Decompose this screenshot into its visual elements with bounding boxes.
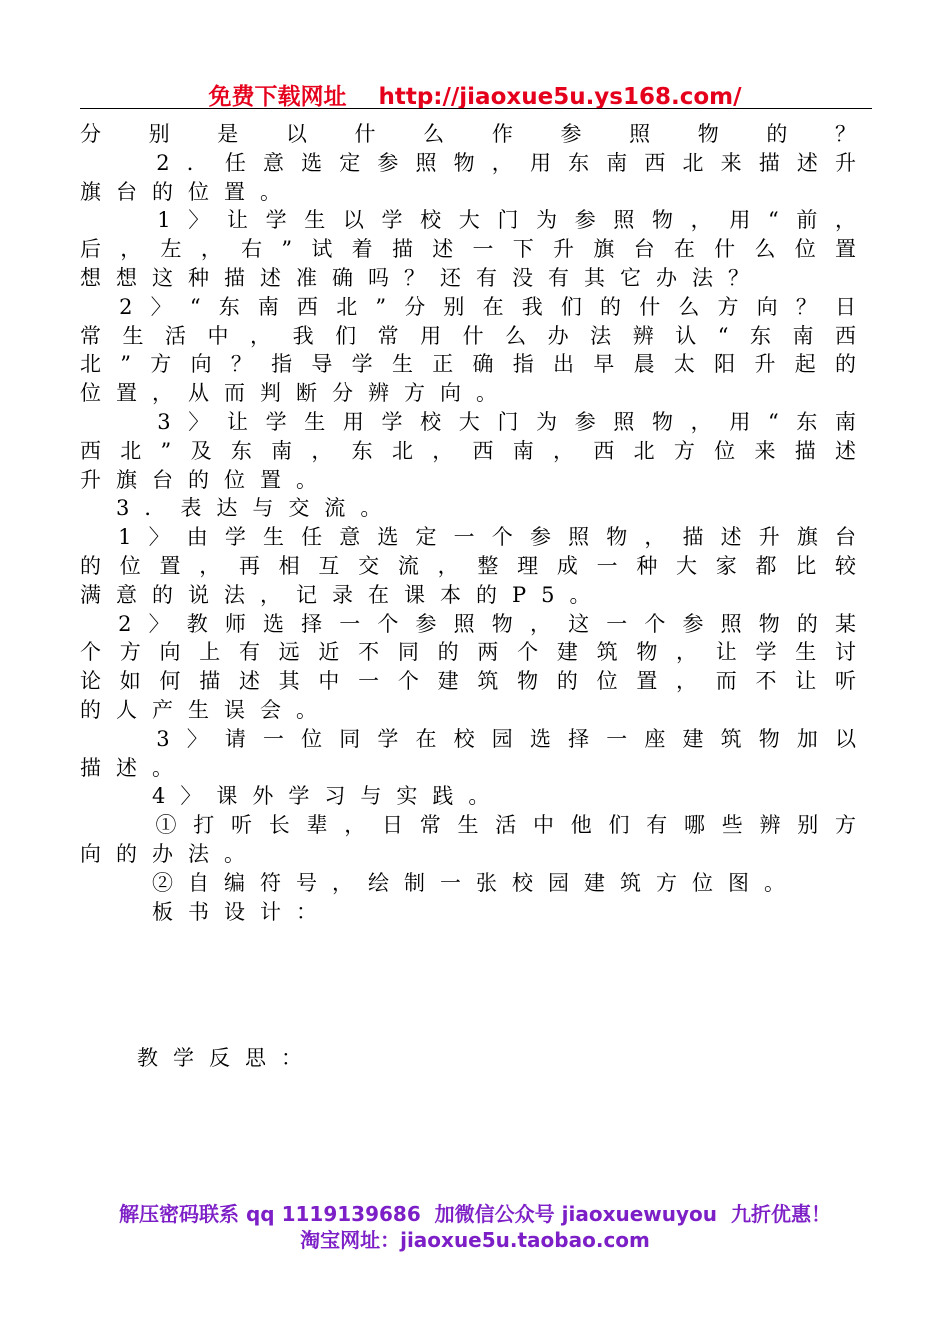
header-divider — [80, 108, 872, 109]
header-title: 免费下载网址 http://jiaoxue5u.ys168.com/ — [208, 84, 742, 110]
body-line-9: 北”方向？指导学生正确指出早晨太阳升起的 — [80, 352, 856, 377]
body-line-4: 1〉让学生以学校大门为参照物，用“前， — [80, 208, 856, 233]
body-line-15: 1〉由学生任意选定一个参照物，描述升旗台 — [80, 525, 856, 550]
body-line-20: 论如何描述其中一个建筑物的位置，而不让听 — [80, 669, 856, 694]
body-line-17: 满意的说法，记录在课本的P5。 — [80, 582, 606, 607]
body-line-11: 3〉让学生用学校大门为参照物，用“东南 — [80, 409, 856, 434]
body-line-1: 分别是以什么作参照物的？ — [80, 122, 856, 146]
body-line-26: 向的办法。 — [80, 841, 260, 866]
body-line-25: ①打听长辈，日常生活中他们有哪些辨别方 — [80, 813, 856, 838]
body-line-18: 2〉教师选择一个参照物，这一个参照物的某 — [80, 611, 856, 636]
body-line-7: 2〉“东南西北”分别在我们的什么方向？日 — [80, 294, 856, 319]
body-line-12: 西北”及东南，东北，西南，西北方位来描述 — [80, 438, 856, 463]
body-line-16: 的位置，再相互交流，整理成一种大家都比较 — [80, 553, 856, 578]
teaching-reflection-heading: 教学反思： — [137, 1046, 317, 1070]
body-line-23: 描述。 — [80, 755, 188, 780]
body-line-2: 2．任意选定参照物，用东南西北来描述升 — [80, 150, 856, 175]
body-line-21: 的人产生误会。 — [80, 697, 332, 722]
document-body — [80, 120, 856, 926]
body-line-5: 后，左，右”试着描述一下升旗台在什么位置 — [80, 237, 856, 262]
body-line-22: 3〉请一位同学在校园选择一座建筑物加以 — [80, 726, 856, 751]
body-line-6: 想想这种描述准确吗？还有没有其它办法？ — [80, 265, 764, 290]
body-line-19: 个方向上有远近不同的两个建筑物，让学生讨 — [80, 640, 856, 665]
body-line-8: 常生活中，我们常用什么办法辨认“东南西 — [80, 323, 856, 348]
body-line-27: ②自编符号，绘制一张校园建筑方位图。 — [80, 870, 800, 895]
footer-contact-line: 解压密码联系 qq 1119139686 加微信公众号 jiaoxuewuyou 九折优惠！ — [119, 1202, 831, 1226]
body-line-28: 板书设计： — [80, 899, 332, 924]
body-line-10: 位置，从而判断分辨方向。 — [80, 381, 512, 406]
body-line-3: 旗台的位置。 — [80, 179, 296, 204]
body-line-14: 3．表达与交流。 — [80, 496, 397, 521]
body-line-13: 升旗台的位置。 — [80, 467, 332, 492]
footer-shop-line: 淘宝网址：jiaoxue5u.taobao.com — [300, 1228, 650, 1252]
body-line-24: 4〉课外学习与实践。 — [80, 784, 505, 809]
